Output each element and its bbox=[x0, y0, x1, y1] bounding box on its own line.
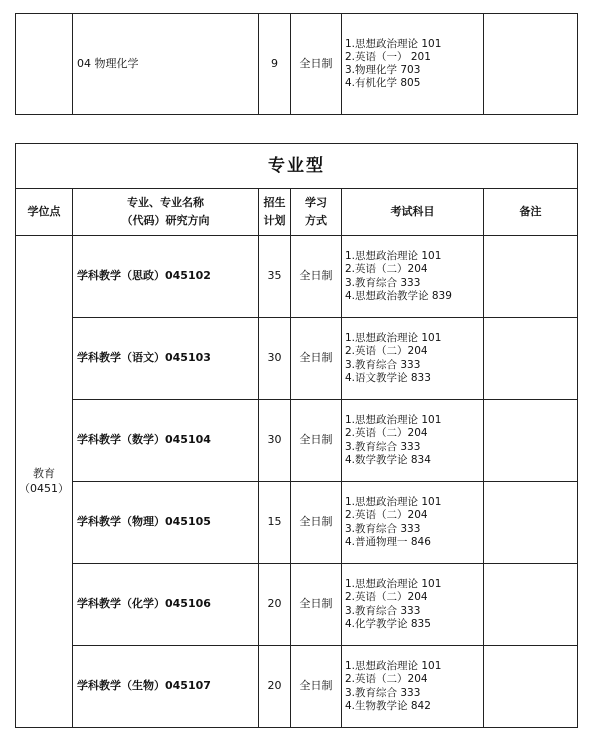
plan-cell: 35 bbox=[259, 236, 291, 318]
exam-item: 1.思想政治理论 101 bbox=[345, 660, 442, 673]
header-plan-line2: 计划 bbox=[263, 214, 286, 227]
exam-item: 3.教育综合 333 bbox=[345, 686, 421, 699]
exam-item: 1.思想政治理论 101 bbox=[345, 414, 442, 427]
header-exam: 考试科目 bbox=[342, 189, 484, 236]
exam-item: 3.教育综合 333 bbox=[345, 358, 421, 371]
header-site: 学位点 bbox=[16, 189, 73, 236]
mode-cell: 全日制 bbox=[291, 646, 342, 728]
exam-item: 3.教育综合 333 bbox=[345, 276, 421, 289]
header-row bbox=[16, 189, 578, 236]
exam-item: 4.普通物理一 846 bbox=[345, 535, 431, 548]
exam-item: 2.英语（二）204 bbox=[345, 345, 428, 358]
exam-item: 3.教育综合 333 bbox=[345, 604, 421, 617]
major-cell: 学科教学（语文）045103 bbox=[73, 318, 259, 400]
header-remark: 备注 bbox=[484, 189, 578, 236]
exam-item: 1.思想政治理论 101 bbox=[345, 578, 442, 591]
exam-item: 4.化学教学论 835 bbox=[345, 617, 431, 630]
exam-item: 4.生物教学论 842 bbox=[345, 699, 431, 712]
exam-item: 2.英语（二）204 bbox=[345, 427, 428, 440]
exam-item: 2.英语（二）204 bbox=[345, 263, 428, 276]
mode-cell: 全日制 bbox=[291, 236, 342, 318]
major-cell: 学科教学（化学）045106 bbox=[73, 564, 259, 646]
exam-item: 2.英语（二）204 bbox=[345, 591, 428, 604]
remark-cell bbox=[484, 564, 578, 646]
header-major bbox=[73, 189, 259, 236]
exam-cell bbox=[342, 400, 484, 482]
table-row bbox=[16, 646, 578, 728]
mode-cell: 全日制 bbox=[291, 564, 342, 646]
remark-cell bbox=[484, 14, 578, 115]
table-row bbox=[16, 400, 578, 482]
exam-item: 4.思想政治教学论 839 bbox=[345, 289, 452, 302]
exam-cell bbox=[342, 14, 484, 115]
mode-cell: 全日制 bbox=[291, 482, 342, 564]
major-cell: 学科教学（生物）045107 bbox=[73, 646, 259, 728]
remark-cell bbox=[484, 482, 578, 564]
exam-item: 1.思想政治理论 101 bbox=[345, 37, 442, 50]
section-title-row bbox=[16, 144, 578, 189]
remark-cell bbox=[484, 236, 578, 318]
exam-item: 3.物理化学 703 bbox=[345, 64, 421, 76]
major-cell: 学科教学（思政）045102 bbox=[73, 236, 259, 318]
exam-item: 4.有机化学 805 bbox=[345, 77, 421, 90]
mode-cell: 全日制 bbox=[291, 318, 342, 400]
exam-item: 2.英语（二）204 bbox=[345, 509, 428, 522]
site-cell bbox=[16, 236, 73, 728]
exam-item: 1.思想政治理论 101 bbox=[345, 250, 442, 263]
mode-cell: 全日制 bbox=[291, 400, 342, 482]
remark-cell bbox=[484, 318, 578, 400]
header-major-line1: 专业、专业名称 bbox=[127, 196, 204, 210]
prior-program-table bbox=[15, 13, 578, 115]
remark-cell bbox=[484, 400, 578, 482]
exam-cell bbox=[342, 318, 484, 400]
table-row bbox=[16, 318, 578, 400]
exam-item: 3.教育综合 333 bbox=[345, 522, 421, 535]
plan-cell: 9 bbox=[259, 14, 291, 115]
exam-cell bbox=[342, 564, 484, 646]
table-row bbox=[16, 236, 578, 318]
exam-item: 1.思想政治理论 101 bbox=[345, 496, 442, 509]
site-code: （0451） bbox=[19, 481, 69, 495]
section-title: 专业型 bbox=[16, 144, 578, 189]
header-major-line2: （代码）研究方向 bbox=[121, 214, 210, 227]
major-cell: 学科教学（物理）045105 bbox=[73, 482, 259, 564]
exam-item: 2.英语（二）204 bbox=[345, 673, 428, 686]
mode-cell: 全日制 bbox=[291, 14, 342, 115]
header-mode-line1: 学习 bbox=[305, 196, 327, 210]
exam-item: 4.数学教学论 834 bbox=[345, 453, 431, 466]
site-cell bbox=[16, 14, 73, 115]
plan-cell: 30 bbox=[259, 400, 291, 482]
exam-cell bbox=[342, 236, 484, 318]
direction-cell: 04 物理化学 bbox=[73, 14, 259, 115]
site-name: 教育 bbox=[33, 467, 55, 481]
table-row bbox=[16, 564, 578, 646]
header-plan-line1: 招生 bbox=[263, 196, 286, 210]
exam-item: 4.语文教学论 833 bbox=[345, 371, 431, 384]
exam-cell bbox=[342, 646, 484, 728]
major-cell: 学科教学（数学）045104 bbox=[73, 400, 259, 482]
plan-cell: 30 bbox=[259, 318, 291, 400]
exam-item: 3.教育综合 333 bbox=[345, 440, 421, 453]
table-row bbox=[16, 14, 578, 115]
table-row bbox=[16, 482, 578, 564]
professional-degree-table bbox=[15, 143, 578, 728]
exam-item: 1.思想政治理论 101 bbox=[345, 332, 442, 345]
remark-cell bbox=[484, 646, 578, 728]
plan-cell: 20 bbox=[259, 564, 291, 646]
plan-cell: 20 bbox=[259, 646, 291, 728]
exam-item: 2.英语（一） 201 bbox=[345, 50, 431, 63]
exam-cell bbox=[342, 482, 484, 564]
header-plan bbox=[259, 189, 291, 236]
header-mode-line2: 方式 bbox=[305, 214, 327, 227]
plan-cell: 15 bbox=[259, 482, 291, 564]
header-mode bbox=[291, 189, 342, 236]
